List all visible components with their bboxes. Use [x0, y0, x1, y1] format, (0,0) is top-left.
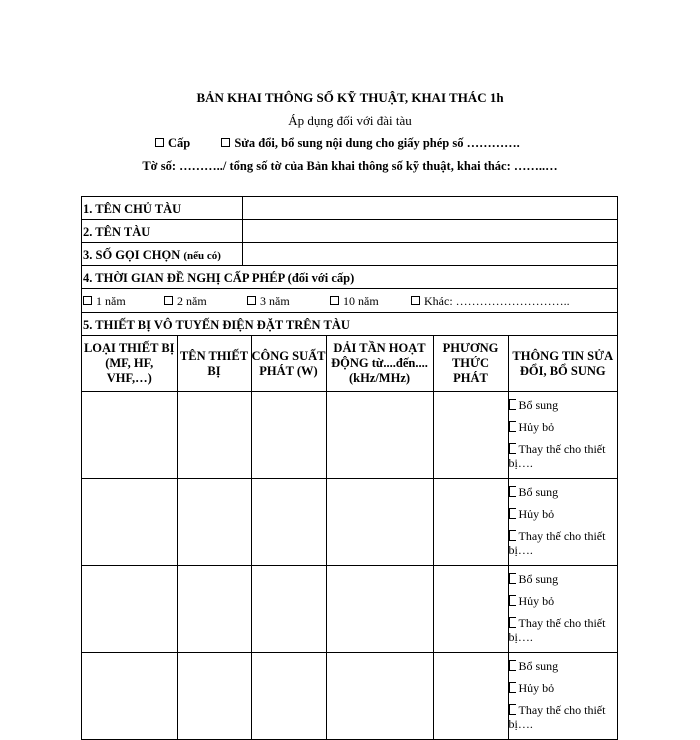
checkbox-icon[interactable] [411, 296, 420, 305]
column-header: CÔNG SUẤT PHÁT (W) [251, 336, 326, 392]
option-modify-label: Sửa đổi, bổ sung nội dung cho giấy phép số …………. [234, 136, 520, 150]
table-row [82, 479, 617, 566]
mod-option-add[interactable] [509, 485, 618, 499]
table-row [82, 566, 617, 653]
modification-info-cell [508, 479, 617, 566]
column-header: LOẠI THIẾT BỊ (MF, HF, VHF,…) [82, 336, 177, 392]
call-sign-main: 3. SỐ GỌI CHỌN [83, 248, 184, 262]
equipment-name-cell[interactable] [177, 653, 251, 740]
mod-option-label: Thay thế cho thiết bị…. [508, 442, 606, 470]
frequency-range-cell[interactable] [326, 392, 433, 479]
duration-option-3[interactable] [247, 294, 290, 309]
checkbox-icon[interactable] [509, 595, 516, 606]
duration-label: 3 năm [260, 294, 290, 308]
equipment-section-row [82, 313, 617, 336]
mod-option-add[interactable] [509, 572, 618, 586]
checkbox-icon[interactable] [509, 704, 516, 715]
power-cell[interactable] [251, 479, 326, 566]
checkbox-icon[interactable] [509, 660, 516, 671]
checkbox-icon[interactable] [164, 296, 173, 305]
application-type-options [155, 136, 520, 151]
license-duration-options [82, 289, 617, 313]
column-header: THÔNG TIN SỬA ĐỔI, BỔ SUNG [508, 336, 617, 392]
option-cap[interactable] [155, 136, 190, 150]
modification-info-cell [508, 566, 617, 653]
column-header: PHƯƠNG THỨC PHÁT [433, 336, 508, 392]
checkbox-icon[interactable] [330, 296, 339, 305]
row-divider [242, 220, 243, 242]
checkbox-icon[interactable] [221, 138, 230, 147]
call-sign-note: (nếu có) [183, 250, 221, 262]
owner-name-label: 1. TÊN CHỦ TÀU [83, 202, 182, 216]
mod-option-label: Bổ sung [518, 485, 559, 499]
power-cell[interactable] [251, 653, 326, 740]
call-sign-label [83, 248, 221, 263]
mod-option-label: Thay thế cho thiết bị…. [508, 616, 606, 644]
duration-option-1[interactable] [83, 294, 126, 309]
checkbox-icon[interactable] [509, 682, 516, 693]
checkbox-icon[interactable] [247, 296, 256, 305]
mod-option-label: Hủy bỏ [518, 681, 555, 695]
checkbox-icon[interactable] [509, 443, 516, 454]
checkbox-icon[interactable] [509, 617, 516, 628]
transmission-mode-cell[interactable] [433, 392, 508, 479]
table-row [82, 392, 617, 479]
ship-name-row [82, 220, 617, 243]
checkbox-icon[interactable] [509, 486, 516, 497]
mod-option-replace[interactable] [509, 442, 618, 470]
document-subtitle: Áp dụng đối với đài tàu [288, 113, 412, 128]
equipment-name-cell[interactable] [177, 392, 251, 479]
equipment-type-cell[interactable] [82, 392, 177, 479]
mod-option-cancel[interactable] [509, 594, 618, 608]
checkbox-icon[interactable] [509, 399, 516, 410]
mod-option-label: Hủy bỏ [518, 594, 555, 608]
equipment-type-cell[interactable] [82, 479, 177, 566]
mod-option-label: Hủy bỏ [518, 507, 555, 521]
transmission-mode-cell[interactable] [433, 653, 508, 740]
mod-option-cancel[interactable] [509, 681, 618, 695]
mod-option-label: Bổ sung [518, 398, 559, 412]
checkbox-icon[interactable] [509, 573, 516, 584]
option-cap-label: Cấp [168, 136, 191, 150]
modification-info-cell [508, 392, 617, 479]
mod-option-replace[interactable] [509, 529, 618, 557]
duration-label: 2 năm [177, 294, 207, 308]
mod-option-label: Thay thế cho thiết bị…. [508, 529, 606, 557]
document-title: BẢN KHAI THÔNG SỐ KỸ THUẬT, KHAI THÁC 1h [196, 90, 504, 105]
frequency-range-cell[interactable] [326, 653, 433, 740]
equipment-type-cell[interactable] [82, 566, 177, 653]
power-cell[interactable] [251, 566, 326, 653]
mod-option-label: Thay thế cho thiết bị…. [508, 703, 606, 731]
column-header: TÊN THIẾT BỊ [177, 336, 251, 392]
call-sign-row [82, 243, 617, 266]
equipment-table [82, 336, 617, 740]
frequency-range-cell[interactable] [326, 479, 433, 566]
duration-label: Khác: ……………………….. [424, 294, 570, 308]
checkbox-icon[interactable] [83, 296, 92, 305]
mod-option-cancel[interactable] [509, 420, 618, 434]
checkbox-icon[interactable] [509, 421, 516, 432]
mod-option-replace[interactable] [509, 616, 618, 644]
row-divider [242, 243, 243, 265]
checkbox-icon[interactable] [155, 138, 164, 147]
duration-option-2[interactable] [164, 294, 207, 309]
option-modify[interactable] [221, 136, 519, 150]
column-header: DẢI TẦN HOẠT ĐỘNG từ....đến.... (kHz/MHz) [326, 336, 433, 392]
equipment-name-cell[interactable] [177, 566, 251, 653]
equipment-type-cell[interactable] [82, 653, 177, 740]
transmission-mode-cell[interactable] [433, 566, 508, 653]
duration-option-other[interactable] [411, 294, 570, 309]
transmission-mode-cell[interactable] [433, 479, 508, 566]
duration-label: 10 năm [343, 294, 379, 308]
mod-option-replace[interactable] [509, 703, 618, 731]
mod-option-cancel[interactable] [509, 507, 618, 521]
mod-option-label: Bổ sung [518, 572, 559, 586]
equipment-section-label: 5. THIẾT BỊ VÔ TUYẾN ĐIỆN ĐẶT TRÊN TÀU [83, 318, 350, 332]
checkbox-icon[interactable] [509, 530, 516, 541]
owner-name-row [82, 197, 617, 220]
mod-option-add[interactable] [509, 659, 618, 673]
table-row [82, 653, 617, 740]
mod-option-add[interactable] [509, 398, 618, 412]
checkbox-icon[interactable] [509, 508, 516, 519]
declaration-form [81, 196, 618, 740]
sheet-number-line: Tờ số: ………../ tổng số tờ của Bản khai thông số kỹ thuật, khai thác: ……..… [142, 159, 558, 173]
frequency-range-cell[interactable] [326, 566, 433, 653]
duration-label: 1 năm [96, 294, 126, 308]
mod-option-label: Hủy bỏ [518, 420, 555, 434]
license-duration-header-row [82, 266, 617, 289]
ship-name-label: 2. TÊN TÀU [83, 225, 151, 239]
license-duration-label: 4. THỜI GIAN ĐỀ NGHỊ CẤP PHÉP (đối với cấp) [83, 271, 355, 285]
duration-option-10[interactable] [330, 294, 379, 309]
mod-option-label: Bổ sung [518, 659, 559, 673]
row-divider [242, 197, 243, 219]
modification-info-cell [508, 653, 617, 740]
power-cell[interactable] [251, 392, 326, 479]
equipment-name-cell[interactable] [177, 479, 251, 566]
table-header-row [82, 336, 617, 392]
